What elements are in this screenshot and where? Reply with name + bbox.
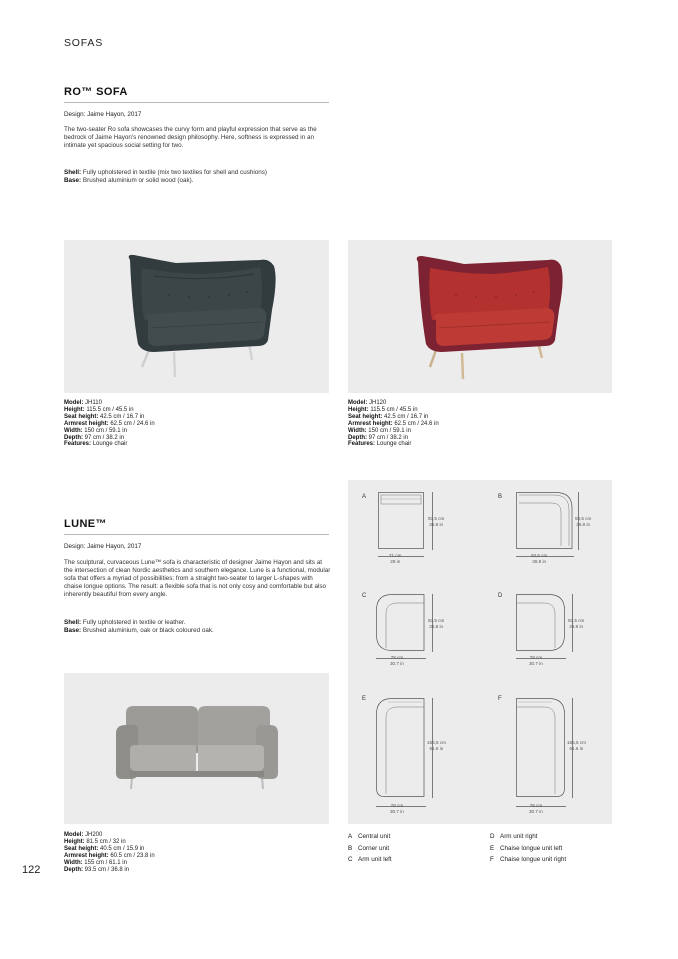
diagram-f-side-dim: 156,5 cm 61.6 in: [567, 740, 586, 751]
spec-height: 115.5 cm / 45.5 in: [86, 406, 134, 413]
diagram-a-central-unit: [378, 492, 426, 550]
ro-jh110-specs: Model: JH110 Height: 115.5 cm / 45.5 in Seat height: 42.5 cm / 16.7 in Armrest height: 62.5 cm / 24.6 in Width: 150 cm / 59.1 in Depth: 97 cm / 38.2 in Features: Lounge chair: [64, 400, 155, 448]
diagram-c-bottom-dim: 78 cm 30.7 in: [390, 655, 404, 666]
spec-armrest-height: 60.5 cm / 23.8 in: [110, 852, 155, 859]
diagram-f-chaise-longue-right: [516, 698, 566, 798]
lune-designer: Design: Jaime Hayon, 2017: [64, 543, 142, 550]
spec-depth: 93.5 cm / 36.8 in: [84, 866, 130, 873]
ro-materials: [64, 169, 344, 185]
spec-model: JH120: [369, 400, 387, 406]
diagram-c-letter: C: [362, 593, 367, 599]
legend-item: D Arm unit right: [490, 833, 538, 840]
diagram-e-letter: E: [362, 696, 367, 702]
ro-jh110-photo: [64, 240, 329, 393]
spec-armrest-height: 62.5 cm / 24.6 in: [394, 420, 439, 427]
diagram-d-letter: D: [498, 593, 503, 599]
lune-base-label: Base:: [64, 627, 82, 635]
ro-title-rule: [64, 102, 329, 103]
module-legend-left: [348, 831, 478, 866]
lune-shell: [64, 619, 332, 627]
diagram-b-letter: B: [498, 494, 503, 500]
ro-title: RO™ SOFA: [64, 86, 128, 98]
diagram-d-arm-unit-right: [516, 594, 566, 652]
lune-jh200-specs: Model: JH200 Height: 81.5 cm / 32 in Seat height: 40.5 cm / 15.9 in Armrest height: 60.5 cm / 23.8 in Width: 155 cm / 61.1 in Depth: 93.5 cm / 36.8 in: [64, 832, 155, 873]
ro-grey-sofa-image: [64, 240, 329, 393]
diagram-b-corner-unit: [516, 492, 574, 550]
lune-jh200-photo: [64, 673, 329, 824]
diagram-e-chaise-longue-left: [376, 698, 426, 798]
ro-shell-text: Fully upholstered in textile (mix two textiles for shell and cushions): [82, 169, 267, 176]
diagram-b-bottom-dim: 93,5 cm 36.8 in: [531, 553, 548, 564]
section-label: SOFAS: [64, 37, 104, 49]
ro-shell: [64, 169, 344, 177]
diagram-a-bottom-dim: 71 cm 28 in: [389, 553, 402, 564]
lune-shell-label: Shell:: [64, 619, 82, 626]
legend-item: F Chaise longue unit right: [490, 856, 567, 863]
diagram-c-side-dim: 93,5 cm 36.8 in: [428, 618, 445, 629]
diagram-f-bottom-dim: 78 cm 30.7 in: [529, 803, 543, 814]
legend-item: B Corner unit: [348, 844, 390, 852]
lune-sofa-image: [64, 673, 329, 824]
diagram-d-bottom-dim: 78 cm 30.7 in: [529, 655, 543, 666]
ro-base-label: Base:: [64, 177, 82, 185]
spec-model: JH200: [85, 832, 103, 838]
spec-height: 115.5 cm / 45.5 in: [370, 406, 418, 413]
spec-depth: 97 cm / 38.2 in: [368, 434, 409, 441]
ro-base: [64, 177, 344, 185]
legend-item: E Chaise longue unit left: [490, 844, 563, 852]
legend-item: A Central unit: [348, 833, 391, 840]
lune-base: [64, 627, 332, 635]
spec-seat-height: 42.5 cm / 16.7 in: [384, 413, 429, 420]
lune-materials: [64, 619, 332, 635]
diagram-a-side-dim: 93,5 cm 36.8 in: [428, 516, 445, 527]
spec-width: 150 cm / 59.1 in: [368, 427, 411, 434]
diagram-e-bottom-dim: 78 cm 30.7 in: [390, 803, 404, 814]
spec-armrest-height: 62.5 cm / 24.6 in: [110, 420, 155, 427]
spec-features: Lounge chair: [92, 441, 128, 448]
page-number: 122: [22, 864, 41, 876]
spec-width: 150 cm / 59.1 in: [84, 427, 127, 434]
spec-seat-height: 40.5 cm / 15.9 in: [100, 845, 145, 852]
ro-base-text: Brushed aluminium or solid wood (oak).: [82, 177, 194, 185]
diagram-b-side-dim: 93,5 cm 36.8 in: [575, 516, 592, 527]
ro-shell-label: Shell:: [64, 169, 82, 176]
ro-designer: Design: Jaime Hayon, 2017: [64, 111, 142, 118]
lune-title: LUNE™: [64, 518, 107, 530]
ro-description: The two-seater Ro sofa showcases the curvy form and playful expression that serve as the bedrock of Jaime Hayon's renowned design philosophy. Here, softness is expressed in an intimate yet spacious social setting for two.: [64, 126, 317, 150]
diagram-e-side-dim: 156,5 cm 61.6 in: [427, 740, 446, 751]
diagram-c-arm-unit-left: [376, 594, 426, 652]
spec-features: Lounge chair: [376, 441, 412, 448]
spec-width: 155 cm / 61.1 in: [84, 859, 127, 866]
diagram-a-letter: A: [362, 494, 367, 500]
module-legend-right: [490, 831, 612, 866]
diagram-d-side-dim: 93,5 cm 36.8 in: [568, 618, 585, 629]
spec-height: 81.5 cm / 32 in: [86, 838, 126, 845]
lune-shell-text: Fully upholstered in textile or leather.: [82, 619, 186, 626]
lune-module-diagrams: [348, 480, 612, 824]
lune-description: The sculptural, curvaceous Lune™ sofa is characteristic of designer Jaime Hayon and sits at the intersection of clean Nordic aesthetics and southern elegance. Lune is a functional, modular sofa that offers a myriad of possibilities: from a straight two-seater to larger L-shapes with chaise longue options. The result: a flexible sofa that is not only cosy and comfortable but also inherently beautiful from every angle.: [64, 559, 331, 599]
lune-title-rule: [64, 534, 329, 535]
lune-base-text: Brushed aluminium, oak or black coloured oak.: [82, 627, 214, 635]
diagram-f-letter: F: [498, 696, 502, 702]
ro-red-sofa-image: [348, 240, 612, 393]
legend-item: C Arm unit left: [348, 856, 392, 863]
spec-depth: 97 cm / 38.2 in: [84, 434, 125, 441]
ro-jh120-specs: Model: JH120 Height: 115.5 cm / 45.5 in Seat height: 42.5 cm / 16.7 in Armrest height: 62.5 cm / 24.6 in Width: 150 cm / 59.1 in Depth: 97 cm / 38.2 in Features: Lounge chair: [348, 400, 439, 448]
spec-model: JH110: [85, 400, 102, 406]
spec-seat-height: 42.5 cm / 16.7 in: [100, 413, 145, 420]
ro-jh120-photo: [348, 240, 612, 393]
